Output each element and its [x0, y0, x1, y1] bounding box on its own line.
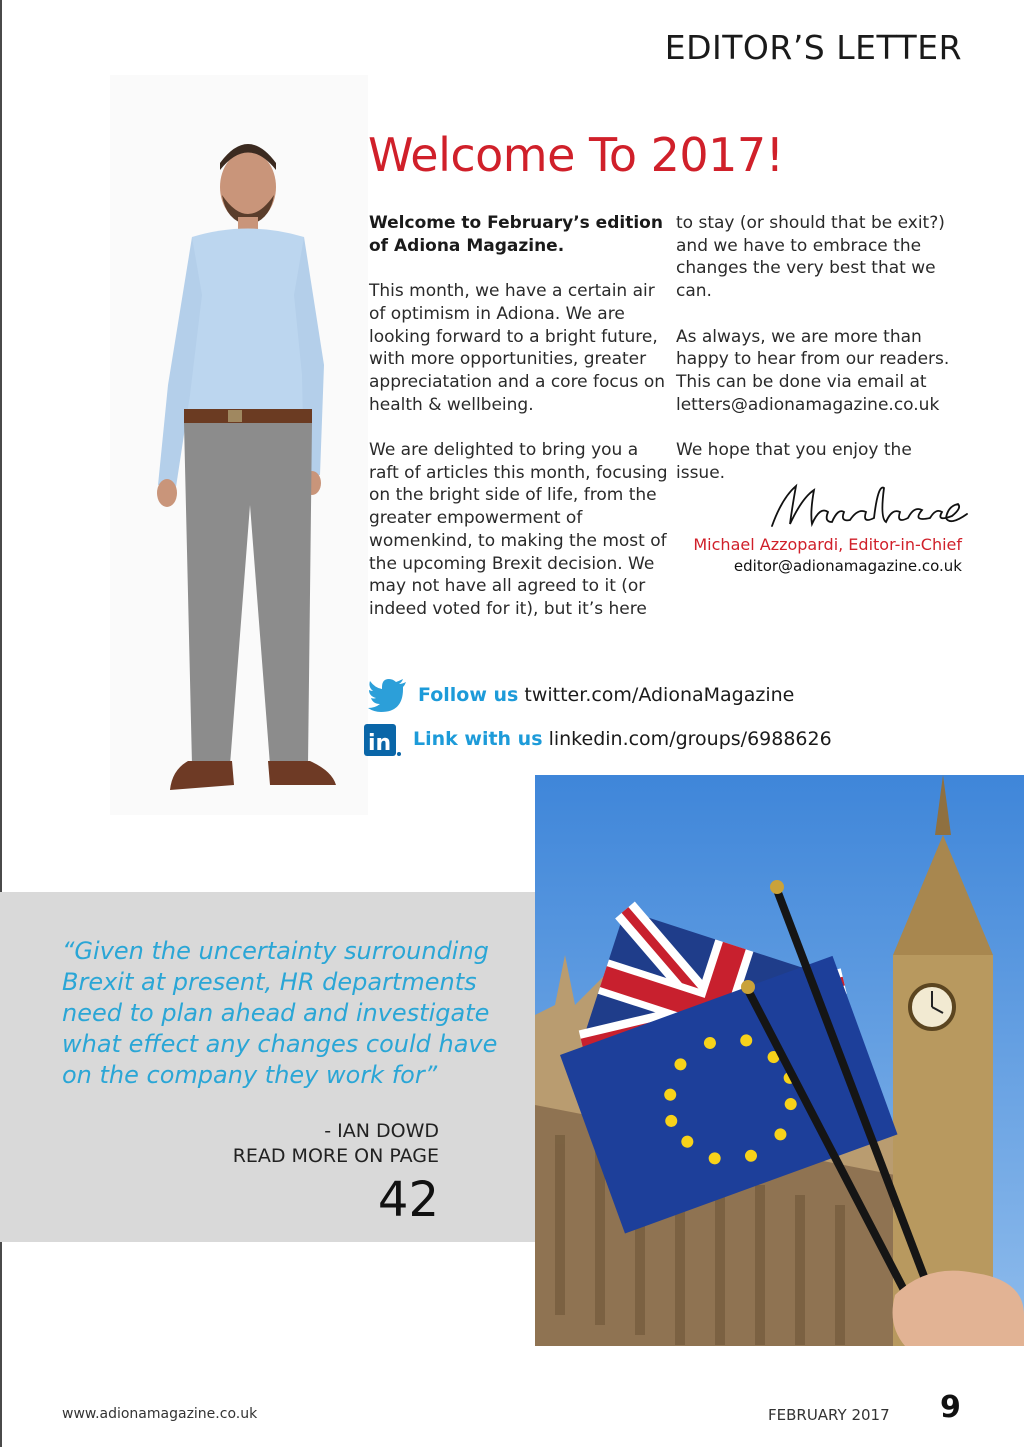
article-headline: Welcome To 2017! [368, 128, 784, 182]
pullquote-author: - IAN DOWD [324, 1120, 439, 1142]
twitter-bird-icon[interactable] [368, 678, 408, 712]
brexit-flags-photo [535, 775, 1024, 1346]
linkedin-icon[interactable] [364, 724, 402, 758]
article-paragraph: to stay (or should that be exit?) and we have to embrace the changes the very best that we can. [676, 213, 945, 302]
pullquote-page-number[interactable]: 42 [377, 1172, 439, 1228]
twitter-label: Follow us [418, 684, 519, 706]
footer-issue-date: FEBRUARY 2017 [768, 1406, 890, 1424]
editor-name: Michael Azzopardi, Editor-in-Chief [693, 535, 962, 554]
pullquote-read-more: READ MORE ON PAGE [232, 1145, 439, 1167]
section-title: EDITOR’S LETTER [664, 28, 962, 67]
article-column-2 [676, 212, 966, 507]
article-paragraph: This month, we have a certain air of optimism in Adiona. We are looking forward to a bright future, with more opportunities, greater appreciatation and a core focus on health & wellbeing. [369, 281, 665, 415]
article-paragraph: We are delighted to bring you a raft of articles this month, focusing on the bright side of life, from the greater empowerment of womenkind, to making the most of the upcoming Brexit decision. We may not have all agreed to it (or indeed voted for it), but it’s here [369, 440, 668, 619]
linkedin-link[interactable] [413, 728, 832, 750]
editor-photo [110, 125, 360, 805]
pullquote-text: “Given the uncertainty surrounding Brexit at present, HR departments need to plan ahead and investigate what effect any changes could have on the company they work for” [62, 937, 498, 1089]
linkedin-label: Link with us [413, 728, 543, 750]
svg-text:in: in [368, 731, 392, 756]
twitter-handle: twitter.com/AdionaMagazine [524, 684, 795, 706]
editor-signature-image [762, 478, 972, 538]
footer-website[interactable]: www.adionamagazine.co.uk [62, 1406, 258, 1422]
linkedin-handle: linkedin.com/groups/6988626 [548, 728, 832, 750]
article-paragraph: As always, we are more than happy to hear from our readers. This can be done via email at letters@adionamagazine.co.uk [676, 326, 950, 415]
article-column-1 [369, 212, 669, 643]
footer-page-number: 9 [940, 1390, 961, 1425]
article-lead: Welcome to February’s edition of Adiona Magazine. [369, 213, 663, 256]
pullquote-attribution [233, 1119, 439, 1169]
twitter-link[interactable] [418, 684, 794, 706]
editor-email[interactable]: editor@adionamagazine.co.uk [733, 557, 962, 575]
article-paragraph: We hope that you enjoy the issue. [676, 440, 912, 483]
